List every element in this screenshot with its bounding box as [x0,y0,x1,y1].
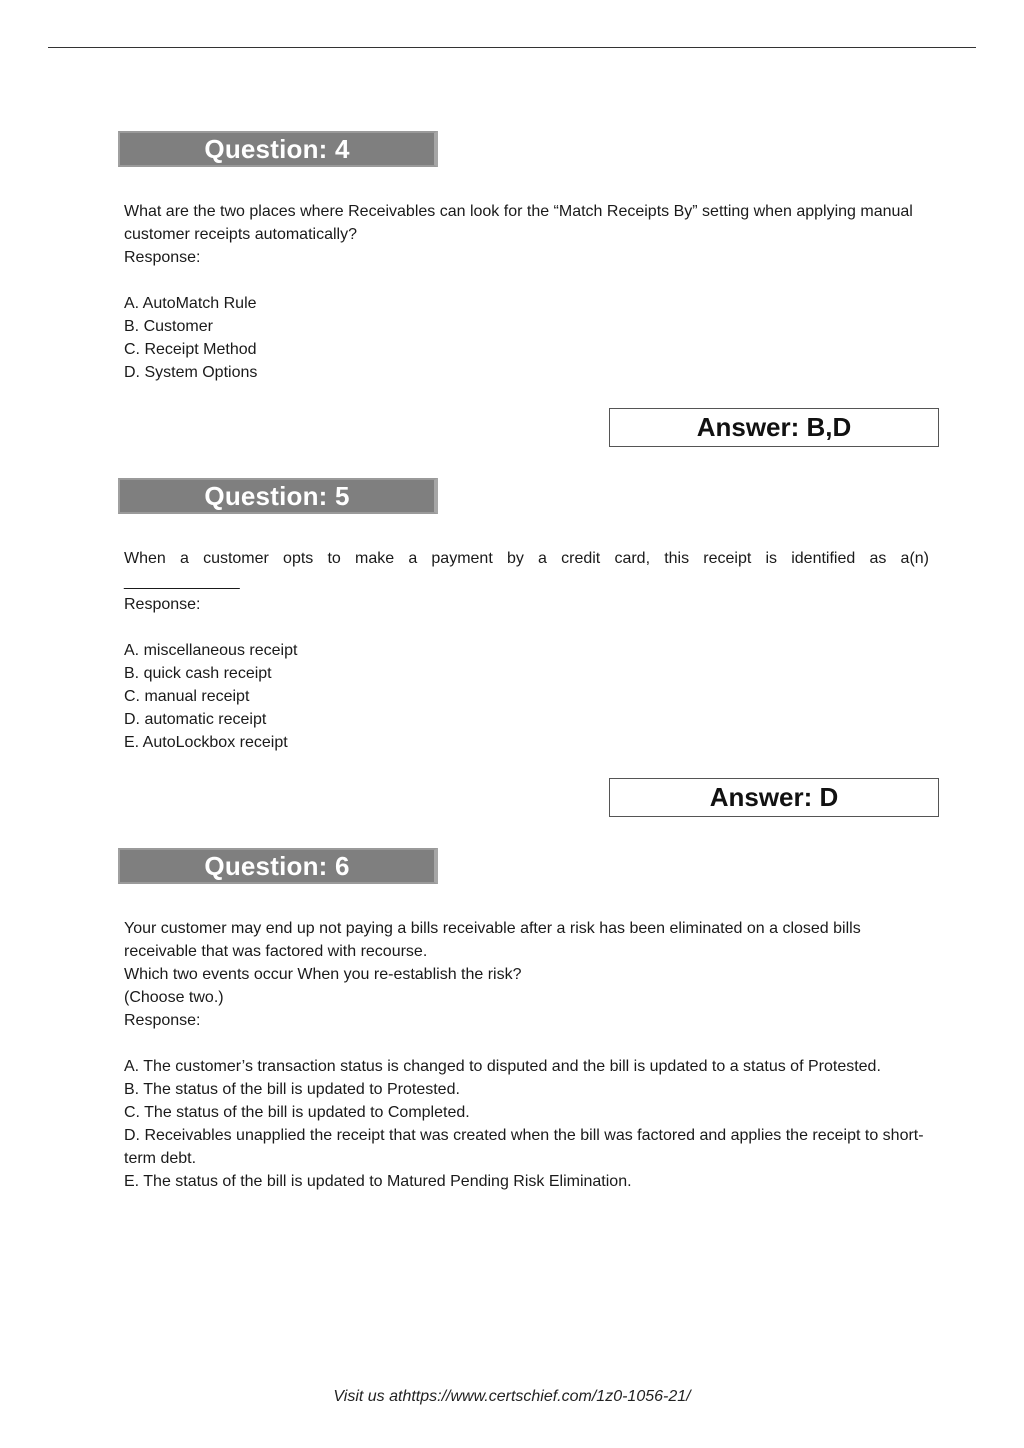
question-6-stem-3: (Choose two.) [124,989,224,1006]
question-6-option-a: A. The customer’s transaction status is changed to disputed and the bill is updated to a status of Protested. [124,1058,881,1075]
question-6-response-label: Response: [124,1012,201,1029]
question-5-answer: Answer: D [609,778,939,817]
question-6-option-e: E. The status of the bill is updated to Matured Pending Risk Elimination. [124,1173,632,1190]
question-5-option-b: B. quick cash receipt [124,665,272,682]
question-4-response-label: Response: [124,249,201,266]
question-6-stem-2: Which two events occur When you re-establish the risk? [124,966,522,983]
question-4-option-d: D. System Options [124,364,258,381]
question-5-option-e: E. AutoLockbox receipt [124,734,288,751]
question-6-option-d: D. Receivables unapplied the receipt that was created when the bill was factored and applies the receipt to short-term debt. [124,1127,924,1167]
question-6-heading: Question: 6 [118,848,438,884]
question-6-option-b: B. The status of the bill is updated to Protested. [124,1081,460,1098]
question-4-option-b: B. Customer [124,318,213,335]
question-6-option-c: C. The status of the bill is updated to Completed. [124,1104,470,1121]
question-4-heading: Question: 4 [118,131,438,167]
question-5-option-a: A. miscellaneous receipt [124,642,298,659]
question-5-option-c: C. manual receipt [124,688,250,705]
question-6-body [124,917,929,1193]
question-5-stem: When a customer opts to make a payment by a credit card, this receipt is identified as a(n) [124,550,929,567]
question-4-body [124,200,929,384]
question-6-stem-1: Your customer may end up not paying a bills receivable after a risk has been eliminated on a closed bills receivable that was factored with recourse. [124,920,861,960]
question-4-option-a: A. AutoMatch Rule [124,295,257,312]
question-5-body [124,547,929,754]
question-5-heading: Question: 5 [118,478,438,514]
top-rule [48,47,976,48]
footer-link[interactable]: Visit us athttps://www.certschief.com/1z0-1056-21/ [333,1388,691,1405]
question-4-stem: What are the two places where Receivables can look for the “Match Receipts By” setting when applying manual customer receipts automatically? [124,203,913,243]
question-5-option-d: D. automatic receipt [124,711,267,728]
question-4-option-c: C. Receipt Method [124,341,257,358]
question-5-response-label: Response: [124,596,201,613]
question-4-answer: Answer: B,D [609,408,939,447]
question-5-stem-blank: _____________ [124,573,240,590]
